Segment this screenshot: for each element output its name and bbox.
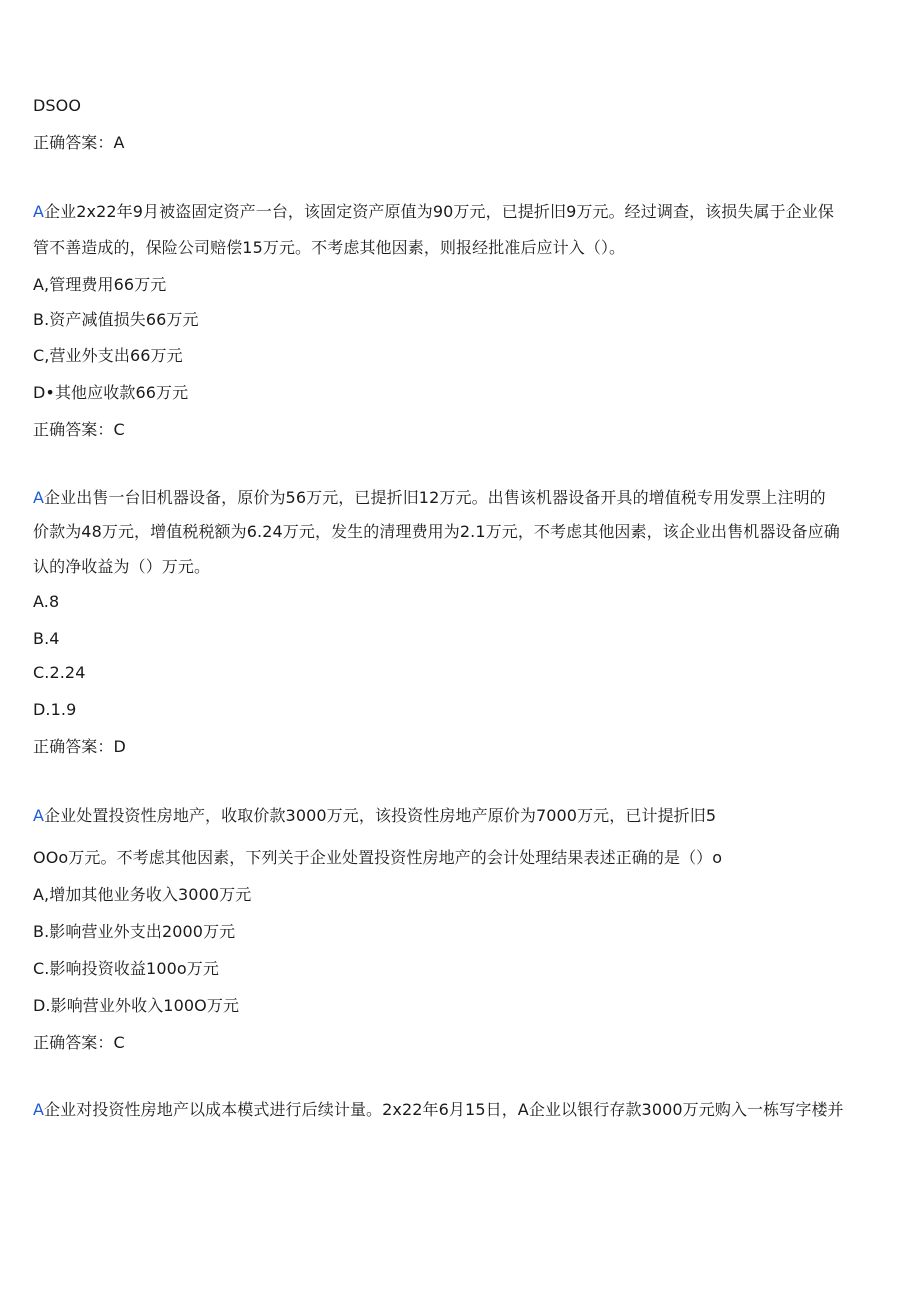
answer-line-2: 正确答案：C [33,420,125,439]
question-marker: A [33,202,45,221]
question-2-line-2: 管不善造成的，保险公司赔偿15万元。不考虑其他因素，则报经批准后应计入（）。 [33,238,626,257]
question-text: 企业2x22年9月被盗固定资产一台，该固定资产原值为90万元，已提折旧9万元。经过调查，该损失属于企业保 [44,202,834,221]
question-3-line-3: 认的净收益为（）万元。 [33,557,211,576]
answer-line-3: 正确答案：D [33,737,126,756]
question-marker: A [33,806,45,825]
answer-line-4: 正确答案：C [33,1033,125,1052]
question-text: 企业出售一台旧机器设备，原价为56万元，已提折旧12万元。出售该机器设备开具的增值税专用发票上注明的 [44,488,826,507]
question-3-line-1 [33,487,826,509]
option-d: D.1.9 [33,700,77,719]
option-c: C.影响投资收益100o万元 [33,959,219,978]
question-3-line-2: 价款为48万元，增值税税额为6.24万元，发生的清理费用为2.1万元，不考虑其他因素，该企业出售机器设备应确 [33,522,840,541]
option-c: C.2.24 [33,663,86,682]
question-marker: A [33,1100,45,1119]
option-c: C,营业外支出66万元 [33,346,183,365]
option-a: A,管理费用66万元 [33,275,167,294]
option-b: B.资产减值损失66万元 [33,310,199,329]
option-d: D•其他应收款66万元 [33,383,189,402]
option-d: D.影响营业外收入100O万元 [33,996,240,1015]
text-line-dsoo: DSOO [33,96,82,115]
question-text: 企业处置投资性房地产，收取价款3000万元，该投资性房地产原价为7000万元，已计提折旧5 [44,806,717,825]
question-4-line-2: OOo万元。不考虑其他因素，下列关于企业处置投资性房地产的会计处理结果表述正确的是（）o [33,848,723,867]
question-5-line-1 [33,1099,844,1121]
question-2-line-1 [33,201,834,223]
question-4-line-1 [33,805,716,827]
option-b: B.4 [33,629,60,648]
option-a: A,增加其他业务收入3000万元 [33,885,252,904]
option-a: A.8 [33,592,60,611]
option-b: B.影响营业外支出2000万元 [33,922,236,941]
question-marker: A [33,488,45,507]
answer-line-1: 正确答案：A [33,133,125,152]
question-text: 企业对投资性房地产以成本模式进行后续计量。2x22年6月15日，A企业以银行存款3000万元购入一栋写字楼并 [44,1100,844,1119]
